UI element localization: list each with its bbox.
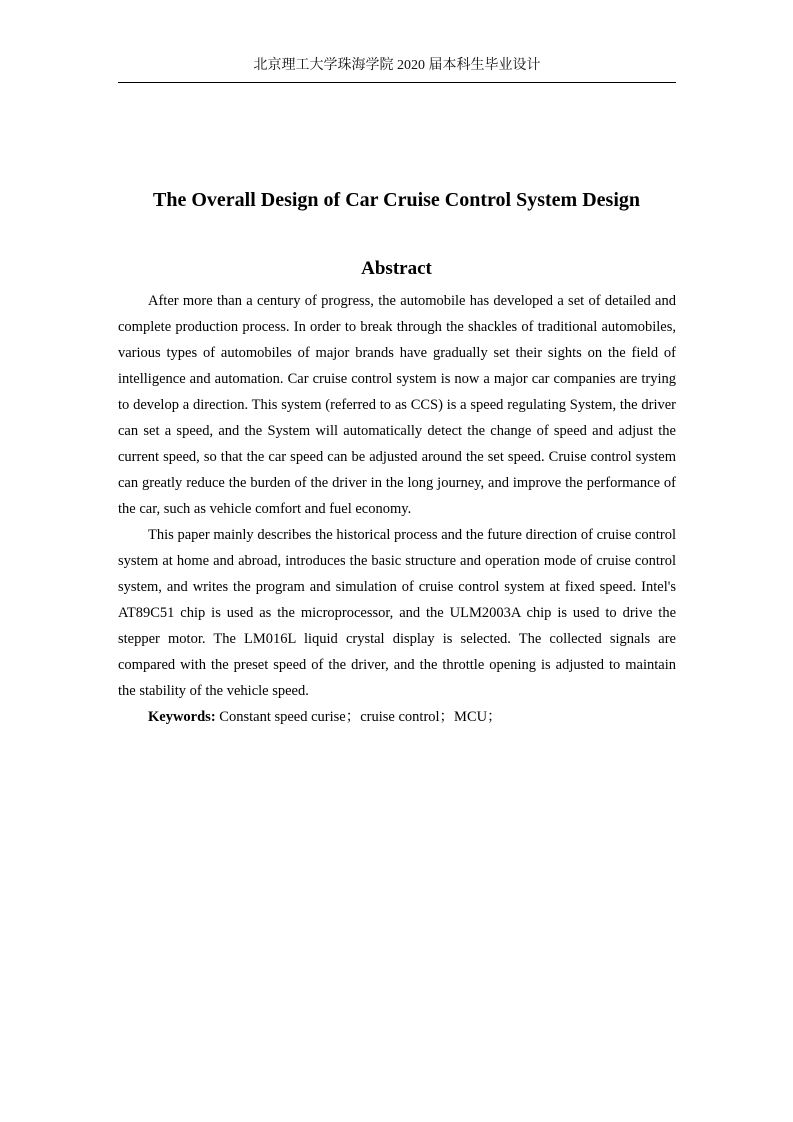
abstract-paragraph-2: This paper mainly describes the historical process and the future direction of cruise control system at home and abroad, introduces the basic structure and operation mode of cruise control system, and writes the program and simulation of cruise control system at fixed speed. Intel's AT89C51 chip is used as the microprocessor, and the ULM2003A chip is used to drive the stepper motor. The LM016L liquid crystal display is selected. The collected signals are compared with the preset speed of the driver, and the throttle opening is adjusted to maintain the stability of the vehicle speed. [118, 527, 676, 699]
keywords-line [118, 704, 676, 730]
header-divider [118, 82, 676, 83]
paper-title: The Overall Design of Car Cruise Control System Design [152, 189, 640, 211]
running-header: 北京理工大学珠海学院 2020 届本科生毕业设计 [253, 58, 541, 73]
keywords-label: Keywords: [148, 709, 216, 725]
abstract-body [118, 288, 676, 730]
keywords-text: Constant speed curise；cruise control；MCU； [215, 709, 502, 725]
abstract-paragraph-1: After more than a century of progress, the automobile has developed a set of detailed and complete production process. In order to break through the shackles of traditional automobiles, various types of automobiles of major brands have gradually set their sights on the field of intelligence and automation. Car cruise control system is now a major car companies are trying to develop a direction. This system (referred to as CCS) is a speed regulating System, the driver can set a speed, and the System will automatically detect the change of speed and adjust the current speed, so that the car speed can be adjusted around the set speed. Cruise control system can greatly reduce the burden of the driver in the long journey, and improve the performance of the car, such as vehicle comfort and fuel economy. [118, 293, 676, 517]
abstract-heading: Abstract [361, 258, 432, 279]
